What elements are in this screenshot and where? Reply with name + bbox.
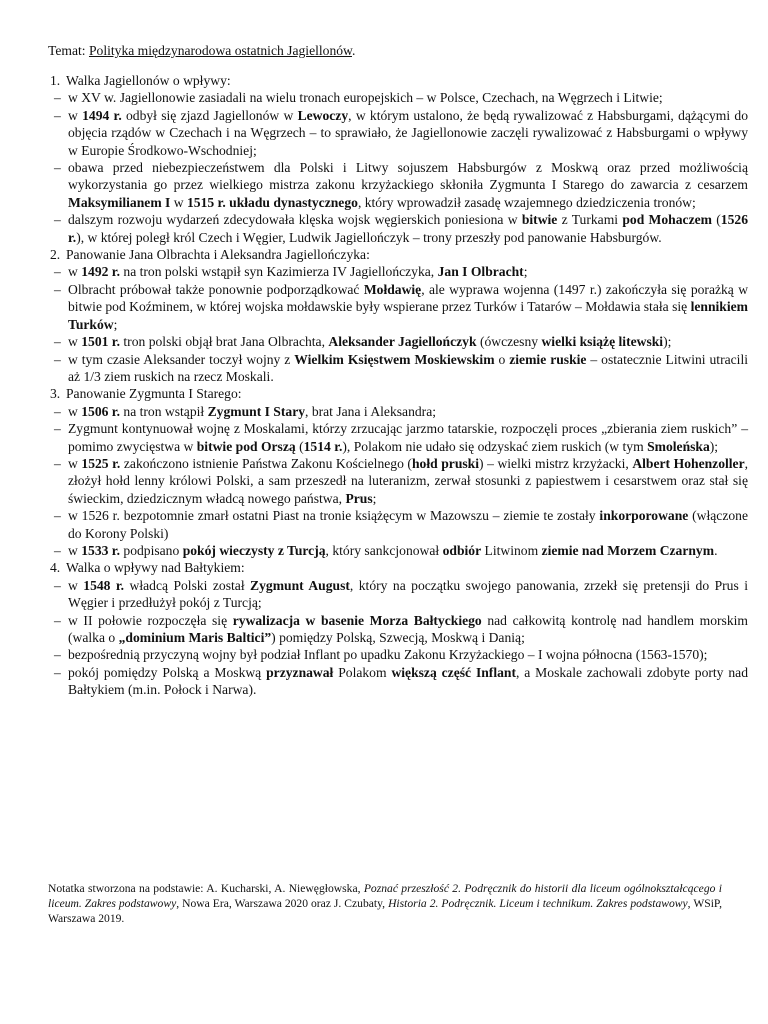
text-run: w: [68, 107, 83, 123]
text-run: ), w której poległ król Czech i Węgier, Ludwik Jagiellończyk – trony przeszły pod panowanie Habsburgów.: [76, 229, 662, 245]
bold-text: Zygmunt August: [250, 577, 350, 593]
text-run: zakończono istnienie Państwa Zakonu Kościelnego (: [120, 455, 412, 471]
text-run: , który wprowadził zasadę wzajemnego dziedziczenia tronów;: [357, 194, 696, 210]
section-heading: [46, 246, 750, 263]
dash-bullet: –: [54, 403, 61, 419]
topic-end: .: [351, 43, 356, 58]
bullet-list: [46, 577, 750, 699]
text-run: w: [68, 334, 82, 350]
bold-text: odbiór: [442, 542, 482, 558]
bold-text: Albert Hohenzoller: [632, 455, 745, 471]
dash-bullet: –: [54, 455, 61, 471]
text-run: );: [709, 438, 719, 454]
text-run: (: [711, 212, 721, 228]
text-run: podpisano: [120, 542, 183, 558]
text-run: ), Polakom nie udało się odzyskać ziem ruskich (w tym: [342, 438, 648, 454]
bold-text: inkorporowane: [599, 508, 689, 524]
bold-text: rywalizacja w basenie Morza Bałtyckiego: [232, 612, 482, 628]
text-run: (ówczesny: [476, 334, 542, 350]
bullet-list: [46, 403, 750, 560]
list-item: [46, 211, 750, 246]
text-run: , złożył hołd lenny królowi Polski, a sam przeszedł na luteranizm, zerwał stosunki z papiestwem i cesarstwem oraz stał się świeckim, dziedzicznym władcą nowego państwa,: [68, 455, 749, 506]
text-run: w XV w. Jagiellonowie zasiadali na wielu tronach europejskich – w Polsce, Czechach, na Węgrzech i Litwie;: [68, 90, 663, 106]
footer-text: , WSiP, Warszawa 2019.: [48, 896, 722, 925]
section-number: 3.: [50, 386, 61, 402]
bold-text: Smoleńska: [647, 438, 710, 454]
bold-text: 1492 r.: [81, 264, 120, 280]
bold-text: 1515 r. układu dynastycznego: [186, 194, 358, 210]
bold-text: 1525 r.: [81, 455, 121, 471]
text-run: , który na początku swojego panowania, zrzekł się pretensji do Prus i Węgier i przedłużył pokój z Turcją;: [68, 577, 748, 611]
dash-bullet: –: [54, 160, 61, 176]
text-run: na tron polski wstąpił syn Kazimierza IV Jagiellończyka,: [120, 264, 438, 280]
dash-bullet: –: [54, 264, 61, 280]
book-title: Poznać przeszłość 2. Podręcznik do historii dla liceum ogólnokształcącego i liceum. Zakres podstawowy: [48, 882, 722, 910]
text-run: , ale wyprawa wojenna (1497 r.) zakończyła się porażką w bitwie pod Koźminem, w której wojska mołdawskie były wspierane przez Turków i Tatarów – Mołdawia stała się: [68, 281, 749, 315]
text-run: ;: [372, 490, 377, 506]
list-item: [46, 263, 750, 280]
footer-text: , Nowa Era, Warszawa 2020 oraz J. Czubaty,: [176, 896, 389, 910]
text-run: na tron wstąpił: [120, 403, 208, 419]
list-item: [46, 664, 750, 699]
bold-text: Prus: [345, 490, 373, 506]
bold-text: Jan I Olbracht: [437, 264, 524, 280]
list-item: [46, 107, 750, 159]
bold-text: Maksymilianem I: [68, 194, 171, 210]
section-1: [46, 72, 750, 246]
list-item: [46, 159, 750, 211]
bold-text: 1533 r.: [81, 542, 120, 558]
text-run: ) – wielki mistrz krzyżacki,: [479, 455, 633, 471]
text-run: w: [68, 455, 82, 471]
bold-text: bitwie: [521, 212, 558, 228]
text-run: dalszym rozwoju wydarzeń zdecydowała klęska wojsk węgierskich poniesiona w: [68, 212, 522, 228]
bold-text: Mołdawię: [363, 281, 422, 297]
text-run: .: [714, 542, 718, 558]
list-item: [46, 403, 750, 420]
list-item: [46, 420, 750, 455]
dash-bullet: –: [54, 647, 61, 663]
book-title: Historia 2. Podręcznik. Liceum i technikum. Zakres podstawowy: [388, 896, 688, 910]
section-heading-text: Panowanie Jana Olbrachta i Aleksandra Jagiellończyka:: [66, 247, 370, 263]
section-3: [46, 385, 750, 559]
text-run: – ostatecznie Litwini utracili aż 1/3 ziem ruskich na rzecz Moskali.: [68, 351, 748, 384]
note-content: [46, 72, 750, 699]
dash-bullet: –: [54, 508, 61, 524]
text-run: ;: [113, 316, 118, 332]
text-run: );: [663, 334, 672, 350]
text-run: ) pomiędzy Polską, Szwecją, Moskwą i Danią;: [271, 630, 525, 645]
bold-text: bitwie pod Orszą: [196, 438, 296, 454]
text-run: ;: [523, 264, 528, 280]
text-run: , w którym ustalono, że będą rywalizować z Habsburgami, dążącymi do objęcia rządów w Czechach i na Węgrzech – to sprawiało, że Jagiellonowie zaczęli rywalizować z Habsburgami o wpływy w Europie Środkowo-Wschodniej;: [68, 107, 749, 158]
section-heading: [46, 559, 750, 576]
text-run: Polakom: [333, 664, 392, 680]
section-2: [46, 246, 750, 385]
text-run: (włączone do Korony Polski): [68, 508, 749, 541]
list-item: [46, 281, 750, 333]
section-heading: [46, 385, 750, 402]
text-run: Litwinom: [481, 542, 542, 558]
text-run: o: [494, 351, 510, 367]
text-run: w: [68, 577, 84, 593]
dash-bullet: –: [54, 542, 61, 558]
text-run: odbył się zjazd Jagiellonów w: [121, 107, 298, 123]
text-run: (: [295, 438, 304, 454]
text-run: władcą Polski został: [124, 577, 251, 593]
section-heading-text: Walka Jagiellonów o wpływy:: [66, 73, 231, 88]
bold-text: pokój wieczysty z Turcją: [182, 542, 326, 558]
section-number: 1.: [50, 73, 61, 88]
list-item: [46, 333, 750, 350]
list-item: [46, 612, 750, 647]
text-run: w II połowie rozpoczęła się: [68, 612, 233, 628]
bold-text: lennikiem Turków: [68, 299, 748, 332]
text-run: pokój pomiędzy Polską a Moskwą: [68, 664, 267, 680]
bold-text: 1494 r.: [82, 107, 122, 123]
text-run: w tym czasie Aleksander toczył wojny z: [68, 351, 295, 367]
bold-text: większą część Inflant: [391, 664, 516, 680]
bold-text: przyznawał: [266, 664, 334, 680]
footer-text: Notatka stworzona na podstawie: A. Kucharski, A. Niewęgłowska,: [48, 882, 364, 895]
source-note: [48, 882, 722, 927]
bold-text: Wielkim Księstwem Moskiewskim: [294, 351, 495, 367]
dash-bullet: –: [54, 351, 61, 367]
dash-bullet: –: [54, 107, 61, 123]
topic-line: [48, 42, 355, 59]
dash-bullet: –: [54, 421, 61, 437]
text-run: nad całkowitą kontrolę nad handlem morskim (walka o: [68, 612, 748, 645]
dash-bullet: –: [54, 90, 61, 106]
section-heading-text: Walka o wpływy nad Bałtykiem:: [66, 560, 245, 576]
bold-text: Aleksander Jagiellończyk: [328, 334, 477, 350]
section-heading-text: Panowanie Zygmunta I Starego:: [66, 386, 242, 402]
text-run: obawa przed niebezpieczeństwem dla Polski i Litwy sojuszem Habsburgów z Moskwą oraz przed możliwością wykorzystania go przez wielkiego mistrza zakonu krzyżackiego skłoniła Zygmunta I Starego do zawarcia z cesarzem: [68, 160, 748, 193]
list-item: [46, 351, 750, 386]
dash-bullet: –: [54, 212, 61, 228]
bold-text: ziemie ruskie: [509, 351, 587, 367]
list-item: [46, 89, 750, 106]
text-run: , brat Jana i Aleksandra;: [305, 403, 437, 419]
bold-text: ziemie nad Morzem Czarnym: [541, 542, 715, 558]
text-run: w 1526 r. bezpotomnie zmarł ostatni Piast na tronie książęcym w Mazowszu – ziemie te zostały: [68, 508, 600, 524]
dash-bullet: –: [54, 664, 61, 680]
list-item: [46, 455, 750, 507]
section-number: 2.: [50, 247, 61, 263]
text-run: w: [68, 264, 82, 280]
list-item: [46, 507, 750, 542]
bold-text: hołd pruski: [411, 455, 480, 471]
bold-text: pod Mohaczem: [622, 212, 712, 228]
bullet-list: [46, 89, 750, 246]
section-4: [46, 559, 750, 698]
section-number: 4.: [50, 560, 61, 576]
list-item: [46, 646, 750, 663]
topic-label: Temat:: [48, 43, 86, 58]
topic-title: Polityka międzynarodowa ostatnich Jagiellonów: [88, 43, 352, 58]
text-run: w: [68, 403, 82, 419]
dash-bullet: –: [54, 281, 61, 297]
text-run: tron polski objął brat Jana Olbrachta,: [120, 334, 329, 350]
bold-text: wielki książę litewski: [541, 334, 664, 350]
text-run: , a Moskale zachowali zdobyte porty nad Bałtykiem (m.in. Połock i Narwa).: [68, 664, 748, 698]
dash-bullet: –: [54, 577, 61, 593]
text-run: w: [170, 194, 187, 210]
dash-bullet: –: [54, 612, 61, 628]
list-item: [46, 542, 750, 559]
text-run: w: [68, 542, 82, 558]
text-run: z Turkami: [557, 212, 623, 228]
text-run: Zygmunt kontynuował wojnę z Moskalami, którzy zrzucając jarzmo tatarskie, rozpoczęli proces „zbierania ziem ruskich” – pomimo zwycięstwa w: [68, 421, 748, 454]
dash-bullet: –: [54, 334, 61, 350]
list-item: [46, 577, 750, 612]
bold-text: Lewoczy: [297, 107, 349, 123]
bold-text: „dominium Maris Baltici”: [118, 630, 272, 645]
bullet-list: [46, 263, 750, 385]
text-run: , który sankcjonował: [325, 542, 443, 558]
bold-text: 1506 r.: [81, 403, 120, 419]
section-heading: [46, 72, 750, 89]
text-run: Olbracht próbował także ponownie podporządkować: [68, 281, 364, 297]
bold-text: Zygmunt I Stary: [207, 403, 306, 419]
bold-text: 1501 r.: [81, 334, 120, 350]
text-run: bezpośrednią przyczyną wojny był podział Inflant po upadku Zakonu Krzyżackiego – I wojna północna (1563-1570);: [68, 647, 708, 663]
bold-text: 1514 r.: [303, 438, 343, 454]
bold-text: 1526 r.: [68, 212, 748, 245]
bold-text: 1548 r.: [83, 577, 125, 593]
